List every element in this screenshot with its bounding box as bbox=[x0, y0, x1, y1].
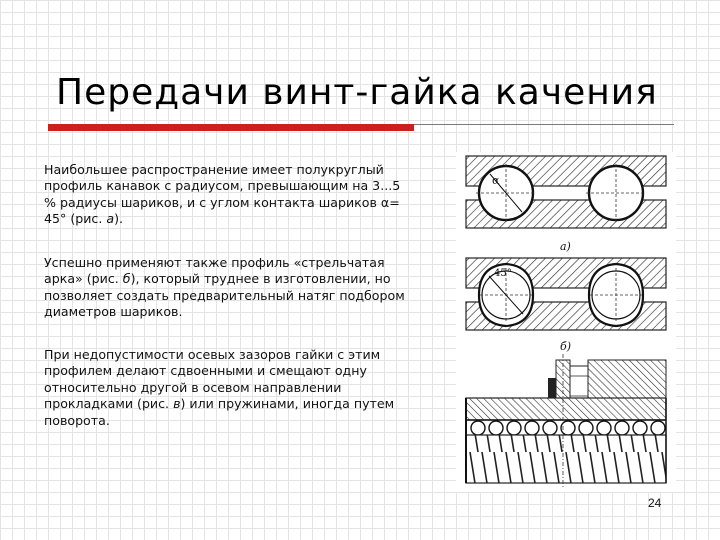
figure-ref: а bbox=[106, 211, 115, 227]
text-line: диаметров шариков. bbox=[44, 304, 183, 320]
text-fragment: 45° (рис. bbox=[44, 211, 107, 227]
text-line: % радиусы шариков, и с углом контакта шариков α= bbox=[44, 194, 400, 210]
text-line: Наибольшее распространение имеет полукруглый bbox=[44, 162, 384, 177]
figure-a-label: а) bbox=[560, 240, 571, 253]
figure-b-label: б) bbox=[560, 340, 572, 353]
text-line: При недопустимости осевых зазоров гайки с этим bbox=[44, 347, 381, 362]
ball-screw-figure bbox=[456, 152, 676, 492]
text-line: относительно другой в осевом направлении bbox=[44, 379, 342, 395]
paragraph-semicircular-profile bbox=[44, 162, 448, 228]
text-line: поворота. bbox=[44, 412, 110, 428]
text-line: профиль канавок с радиусом, превышающим на 3...5 bbox=[44, 178, 401, 194]
svg-text:45°: 45° bbox=[494, 268, 512, 279]
paragraph-double-nut bbox=[44, 347, 448, 429]
figure-ref: в bbox=[173, 396, 181, 412]
text-fragment: ) или пружинами, иногда путем bbox=[180, 396, 395, 412]
text-fragment: ), который труднее в изготовлении, но bbox=[130, 271, 391, 287]
text-line bbox=[44, 211, 448, 227]
figure-ref: б bbox=[122, 271, 131, 287]
text-line: позволяет создать предварительный натяг подбором bbox=[44, 287, 405, 303]
text-fragment: ). bbox=[114, 211, 123, 227]
text-line: Успешно применяют также профиль «стрельчатая bbox=[44, 255, 385, 270]
text-line bbox=[44, 396, 448, 412]
paragraph-gothic-arch-profile bbox=[44, 255, 448, 321]
svg-text:α: α bbox=[492, 174, 500, 187]
text-fragment: прокладками (рис. bbox=[44, 396, 174, 412]
slide-title: Передачи винт-гайка качения bbox=[56, 72, 658, 113]
page-number: 24 bbox=[648, 496, 662, 510]
figure-c-double-nut bbox=[466, 354, 666, 488]
figure-a-semicircular-profile bbox=[466, 156, 666, 228]
title-accent-bar bbox=[48, 124, 414, 131]
figure-b-gothic-arch-profile bbox=[466, 258, 666, 330]
text-line bbox=[44, 271, 448, 287]
text-fragment: арка» (рис. bbox=[44, 271, 123, 287]
text-line: профилем делают сдвоенными и смещают одну bbox=[44, 363, 367, 379]
